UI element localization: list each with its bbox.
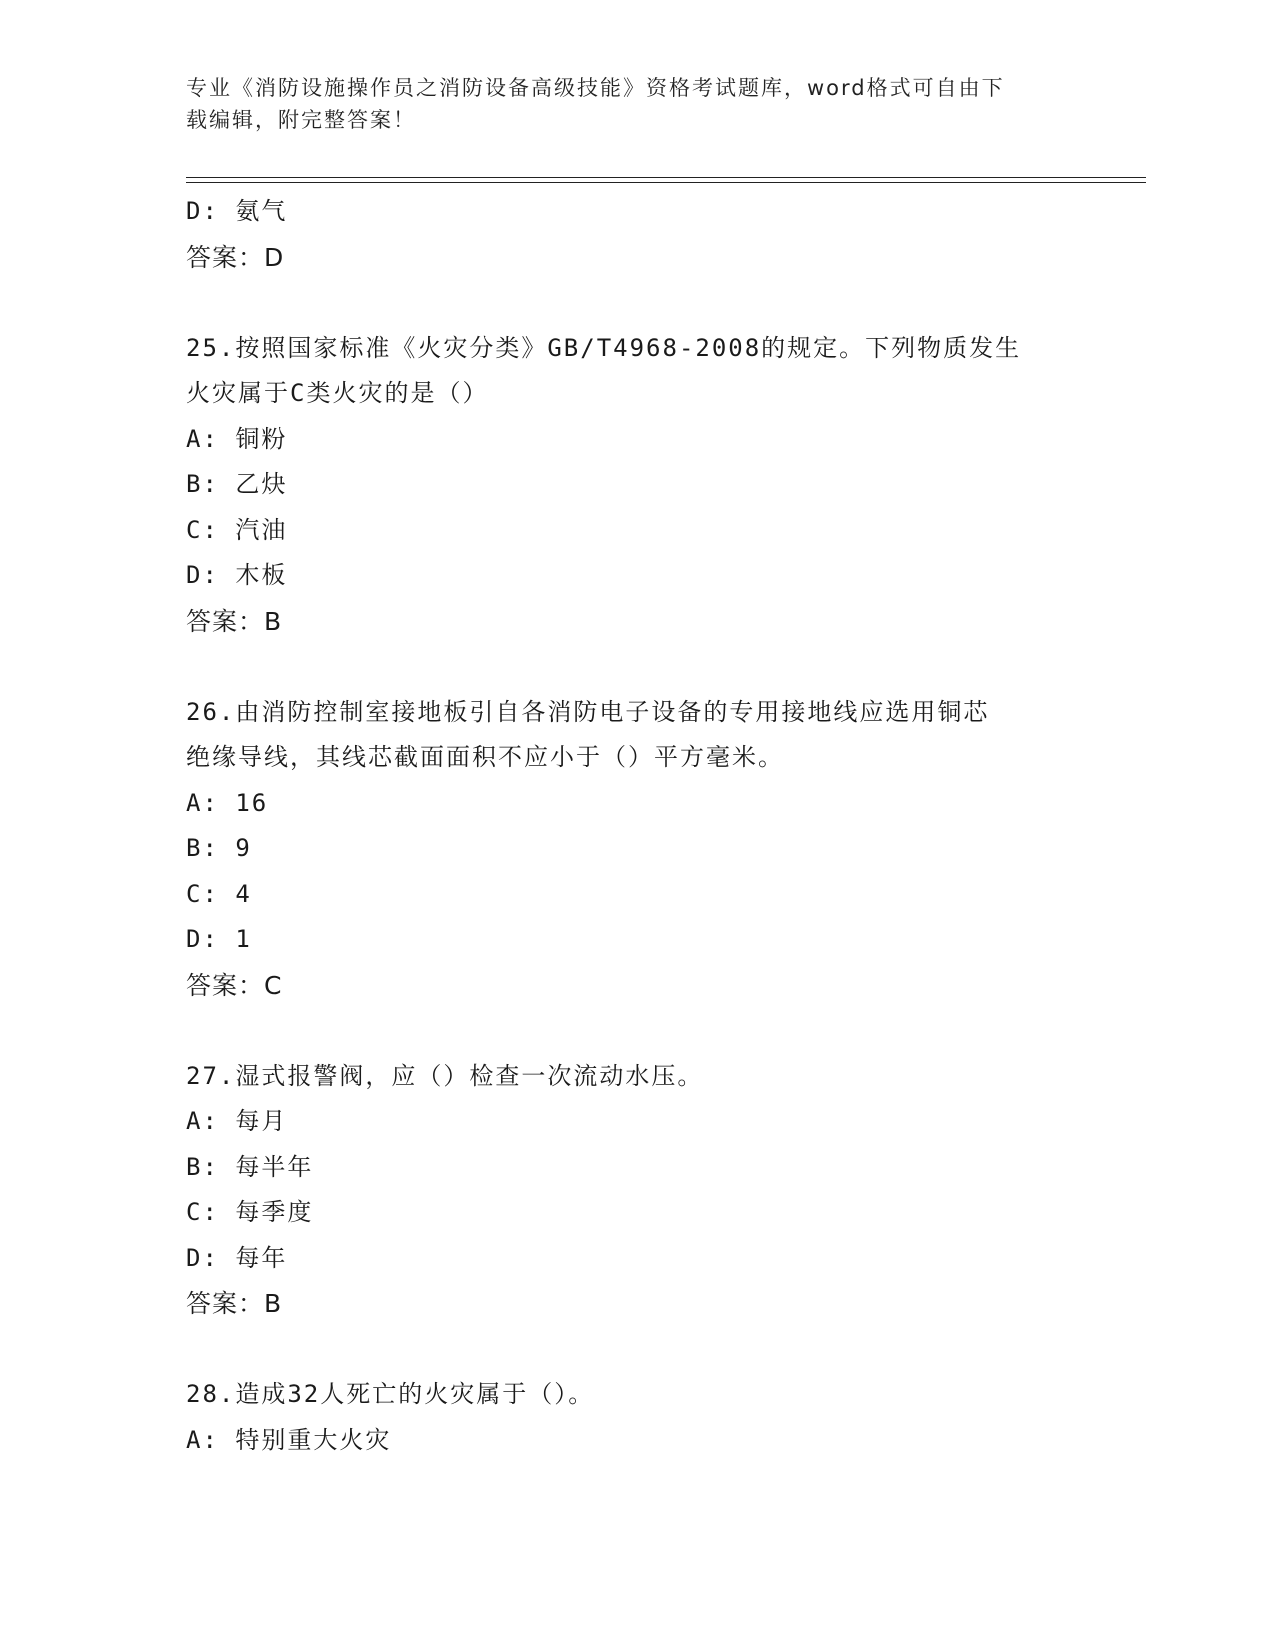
question-28 [186,1372,1086,1463]
option-d: D: 1 [186,925,252,953]
spacer [186,280,1086,326]
question-25 [186,326,1086,645]
option-b: B: 乙炔 [186,470,288,498]
option-b: B: 每半年 [186,1152,314,1181]
document-header [186,72,1066,136]
question-stem: 27.湿式报警阀，应（）检查一次流动水压。 [186,1061,704,1090]
question-stem: 25.按照国家标准《火灾分类》GB/T4968-2008的规定。下列物质发生 [186,333,1022,362]
spacer [186,1327,1086,1373]
question-stem-continued: 火灾属于C类火灾的是（） [186,379,489,407]
question-stem: 26.由消防控制室接地板引自各消防电子设备的专用接地线应选用铜芯 [186,697,990,726]
option-c: C: 4 [186,879,252,908]
answer-line: 答案：B [186,606,283,636]
option-d: D: 木板 [186,561,288,589]
option-a: A: 16 [186,788,269,817]
question-content [186,189,1086,1463]
header-divider-top [186,177,1146,178]
option-d: D: 每年 [186,1243,288,1272]
option-d: D: 氨气 [186,197,288,225]
option-a: A: 铜粉 [186,424,288,453]
option-a: A: 每月 [186,1107,288,1135]
spacer [186,644,1086,690]
question-27 [186,1054,1086,1327]
question-26 [186,690,1086,1009]
question-stem: 28.造成32人死亡的火灾属于（）。 [186,1380,595,1408]
header-line-1: 专业《消防设施操作员之消防设备高级技能》资格考试题库，word格式可自由下 [186,76,1005,100]
option-c: C: 每季度 [186,1198,314,1226]
header-line-2: 载编辑，附完整答案！ [186,108,416,132]
option-c: C: 汽油 [186,515,288,544]
answer-line: 答案：C [186,970,283,1000]
spacer [186,1008,1086,1054]
header-divider-bottom [186,182,1146,183]
answer-line: 答案：B [186,1289,283,1318]
answer-line: 答案：D [186,242,285,272]
option-a: A: 特别重大火灾 [186,1425,392,1454]
option-b: B: 9 [186,834,252,862]
question-stem-continued: 绝缘导线，其线芯截面面积不应小于（）平方毫米。 [186,743,784,771]
